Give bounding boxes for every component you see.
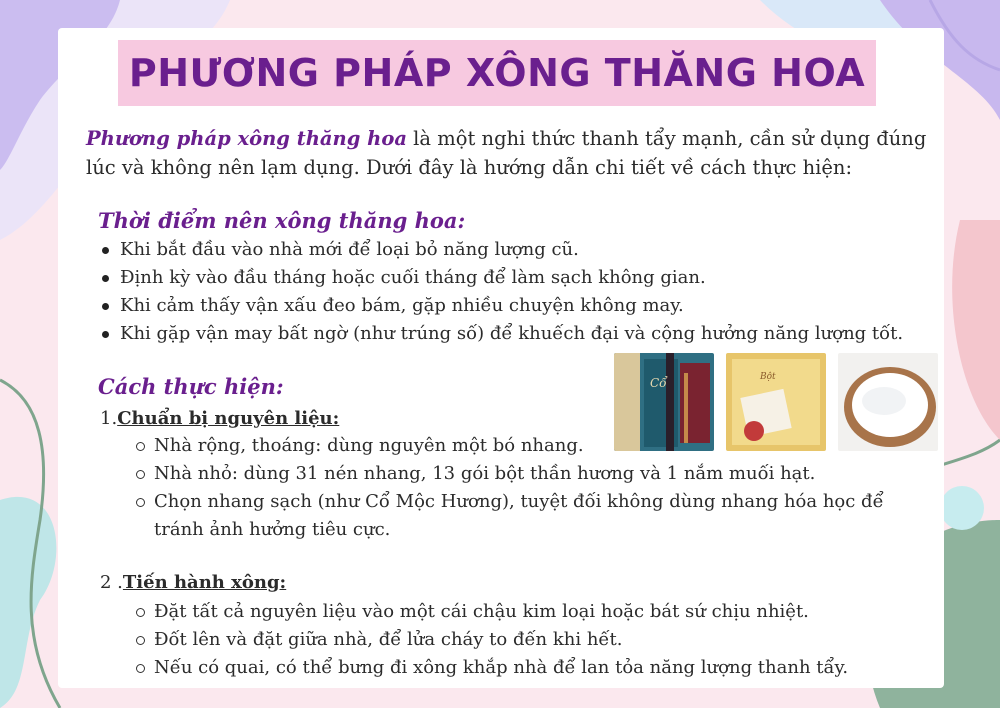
step-label: Tiến hành xông: <box>122 572 287 593</box>
step-number: 1. <box>100 408 118 429</box>
timing-list <box>100 236 960 348</box>
list-item: Khi gặp vận may bất ngờ (như trúng số) để khuếch đại và cộng hưởng năng lượng tốt. <box>100 320 960 348</box>
step-one-list <box>136 432 916 544</box>
list-item: Khi bắt đầu vào nhà mới để loại bỏ năng lượng cũ. <box>100 236 960 264</box>
list-item: Chọn nhang sạch (như Cổ Mộc Hương), tuyệt đối không dùng nhang hóa học để tránh ảnh hưởng tiêu cực. <box>136 488 916 544</box>
step-one-title <box>100 408 339 429</box>
timing-heading: Thời điểm nên xông thăng hoa: <box>98 208 466 233</box>
step-two-list <box>136 598 916 682</box>
step-number: 2 . <box>100 572 123 593</box>
intro-paragraph <box>86 124 946 182</box>
intro-text: là một nghi thức thanh tẩy mạnh, cần sử dụng đúng lúc và không nên lạm dụng. Dưới đây là hướng dẫn chi tiết về cách thực hiện: <box>86 127 927 179</box>
list-item: Định kỳ vào đầu tháng hoặc cuối tháng để làm sạch không gian. <box>100 264 960 292</box>
list-item: Đốt lên và đặt giữa nhà, để lửa cháy to đến khi hết. <box>136 626 916 654</box>
svg-text:Bột: Bột <box>760 372 776 382</box>
list-item: Nhà nhỏ: dùng 31 nén nhang, 13 gói bột thần hương và 1 nắm muối hạt. <box>136 460 916 488</box>
step-two-title <box>100 572 286 593</box>
list-item: Nhà rộng, thoáng: dùng nguyên một bó nhang. <box>136 432 916 460</box>
method-heading: Cách thực hiện: <box>98 374 284 399</box>
list-item: Khi cảm thấy vận xấu đeo bám, gặp nhiều chuyện không may. <box>100 292 960 320</box>
list-item: Nếu có quai, có thể bưng đi xông khắp nhà để lan tỏa năng lượng thanh tẩy. <box>136 654 916 682</box>
step-label: Chuẩn bị nguyên liệu: <box>117 408 340 429</box>
intro-emphasis: Phương pháp xông thăng hoa <box>86 127 407 150</box>
svg-text:Cổ: Cổ <box>650 376 667 390</box>
list-item: Đặt tất cả nguyên liệu vào một cái chậu kim loại hoặc bát sứ chịu nhiệt. <box>136 598 916 626</box>
page-title: PHƯƠNG PHÁP XÔNG THĂNG HOA <box>128 51 866 95</box>
